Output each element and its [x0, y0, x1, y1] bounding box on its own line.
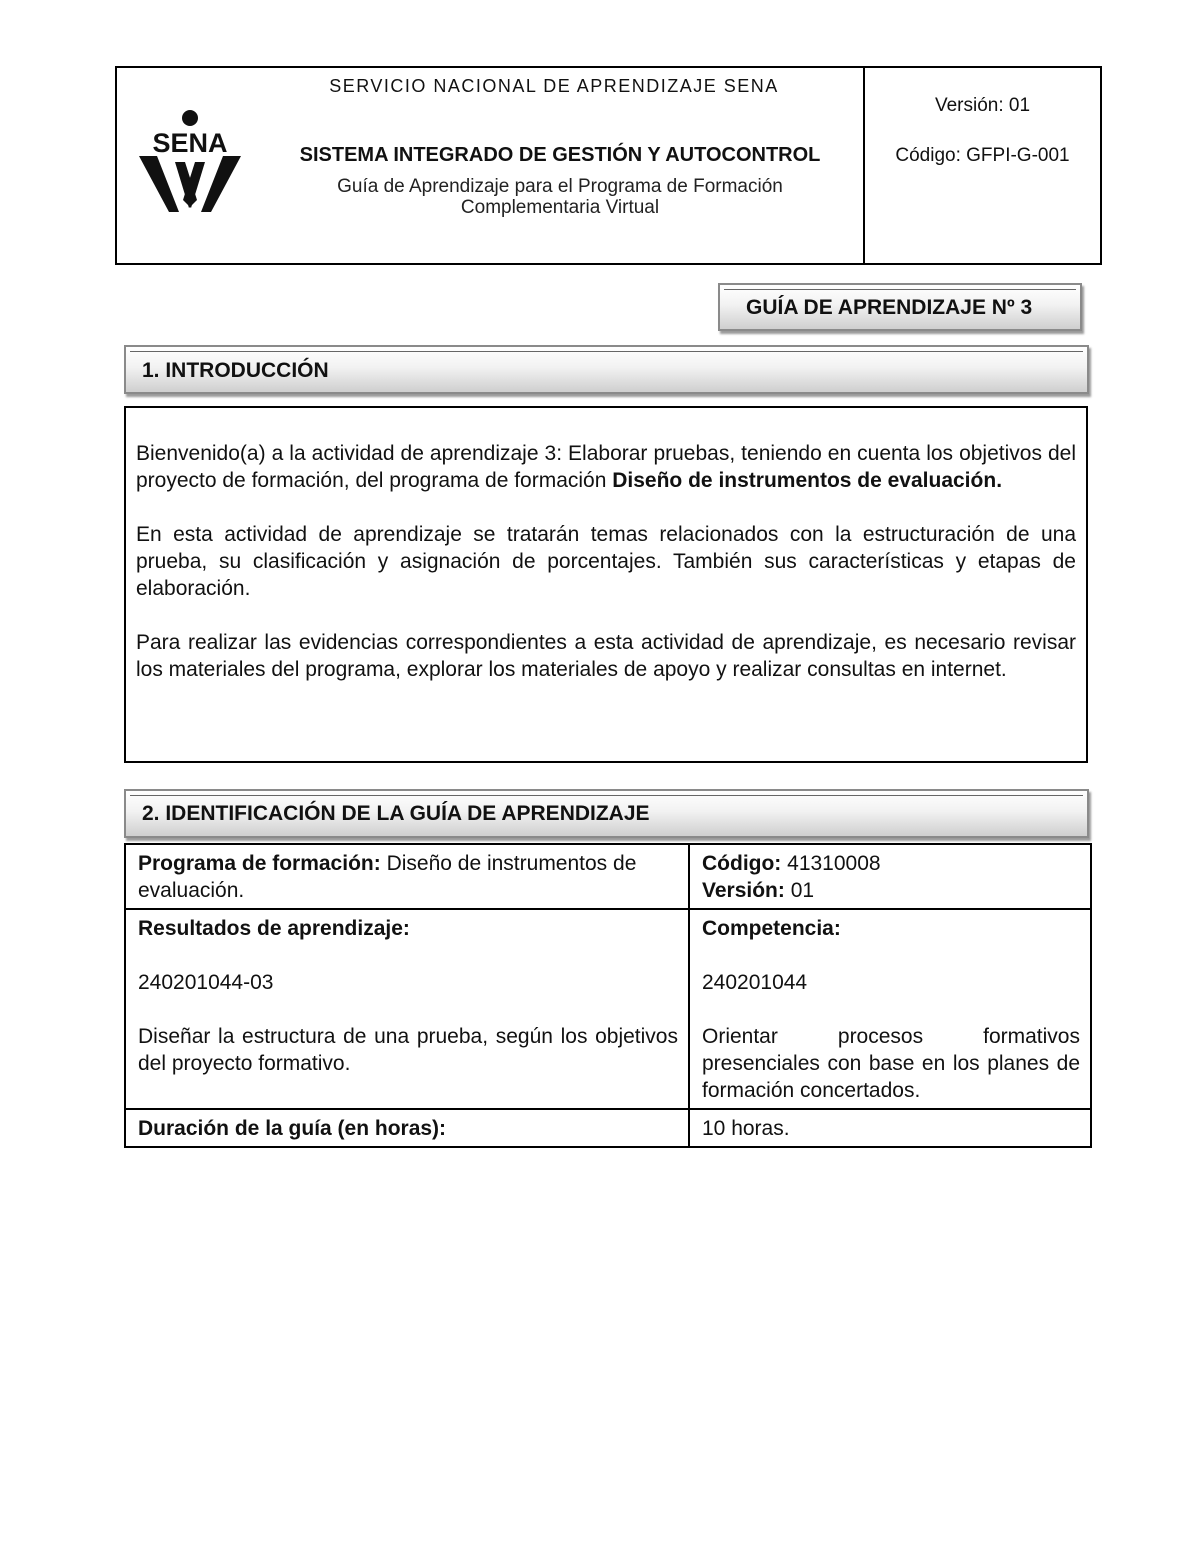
duration-label-cell — [125, 1109, 689, 1147]
code-value: 41310008 — [781, 852, 881, 875]
competence-cell — [689, 909, 1091, 1109]
organization-name: SERVICIO NACIONAL DE APRENDIZAJE SENA — [329, 76, 779, 96]
program-cell — [125, 844, 689, 909]
duration-label: Duración de la guía (en horas): — [138, 1117, 447, 1140]
table-row — [125, 1109, 1091, 1147]
document-header — [115, 66, 1102, 265]
table-row — [125, 909, 1091, 1109]
intro-text: Bienvenido(a) a la actividad de aprendizaje 3: Elaborar pruebas, teniendo en cuenta los objetivos del proyecto de formación, del programa de formación — [136, 442, 1076, 492]
intro-paragraph: Para realizar las evidencias correspondientes a esta actividad de aprendizaje, es necesario revisar los materiales del programa, explorar los materiales de apoyo y realizar consultas en internet. — [136, 631, 1076, 681]
duration-value: 10 horas. — [702, 1117, 790, 1140]
sena-logo — [135, 110, 245, 214]
guide-description-line: Complementaria Virtual — [460, 197, 660, 218]
header-title-cell — [117, 68, 865, 263]
results-code: 240201044-03 — [138, 971, 274, 994]
results-label: Resultados de aprendizaje: — [138, 917, 410, 940]
results-cell — [125, 909, 689, 1109]
section-heading-introduction — [124, 345, 1089, 394]
competence-label: Competencia: — [702, 917, 841, 940]
program-label: Programa de formación: — [138, 852, 381, 875]
guide-description — [257, 176, 863, 218]
guide-description-line: Guía de Aprendizaje para el Programa de Formación — [337, 176, 783, 197]
competence-text: Orientar procesos formativos presenciales con base en los planes de formación concertados. — [702, 1025, 1080, 1102]
program-name-bold: Diseño de instrumentos de evaluación — [612, 469, 997, 492]
competence-code: 240201044 — [702, 971, 808, 994]
guide-number-title: GUÍA DE APRENDIZAJE Nº 3 — [746, 296, 1033, 319]
section-title: 1. INTRODUCCIÓN — [142, 359, 329, 382]
identification-table — [124, 843, 1092, 1148]
program-code — [702, 850, 1080, 877]
header-meta-cell — [865, 68, 1100, 263]
guide-number-box — [718, 283, 1082, 331]
version-label: Versión: — [702, 879, 785, 902]
duration-value-cell — [689, 1109, 1091, 1147]
document-code: Código: GFPI-G-001 — [895, 145, 1070, 166]
program-value: Diseño de instrumentos de evaluación. — [138, 852, 637, 902]
document-version: Versión: 01 — [934, 95, 1031, 116]
version-value: 01 — [784, 879, 815, 902]
table-row — [125, 844, 1091, 909]
results-text: Diseñar la estructura de una prueba, según los objetivos del proyecto formativo. — [138, 1025, 678, 1075]
intro-paragraph — [136, 440, 1076, 494]
section-title: 2. IDENTIFICACIÓN DE LA GUÍA DE APRENDIZAJE — [142, 802, 650, 825]
intro-period: . — [996, 469, 1003, 492]
code-version-cell — [689, 844, 1091, 909]
system-name: SISTEMA INTEGRADO DE GESTIÓN Y AUTOCONTROL — [299, 144, 821, 166]
introduction-content — [124, 406, 1088, 763]
program-version — [702, 877, 1080, 904]
code-label: Código: — [702, 852, 782, 875]
section-heading-identification — [124, 789, 1089, 838]
intro-paragraph: En esta actividad de aprendizaje se tratarán temas relacionados con la estructuración de una prueba, su clasificación y asignación de porcentajes. También sus características y etapas de elaboración. — [136, 523, 1076, 600]
svg-text:SENA: SENA — [152, 128, 228, 158]
